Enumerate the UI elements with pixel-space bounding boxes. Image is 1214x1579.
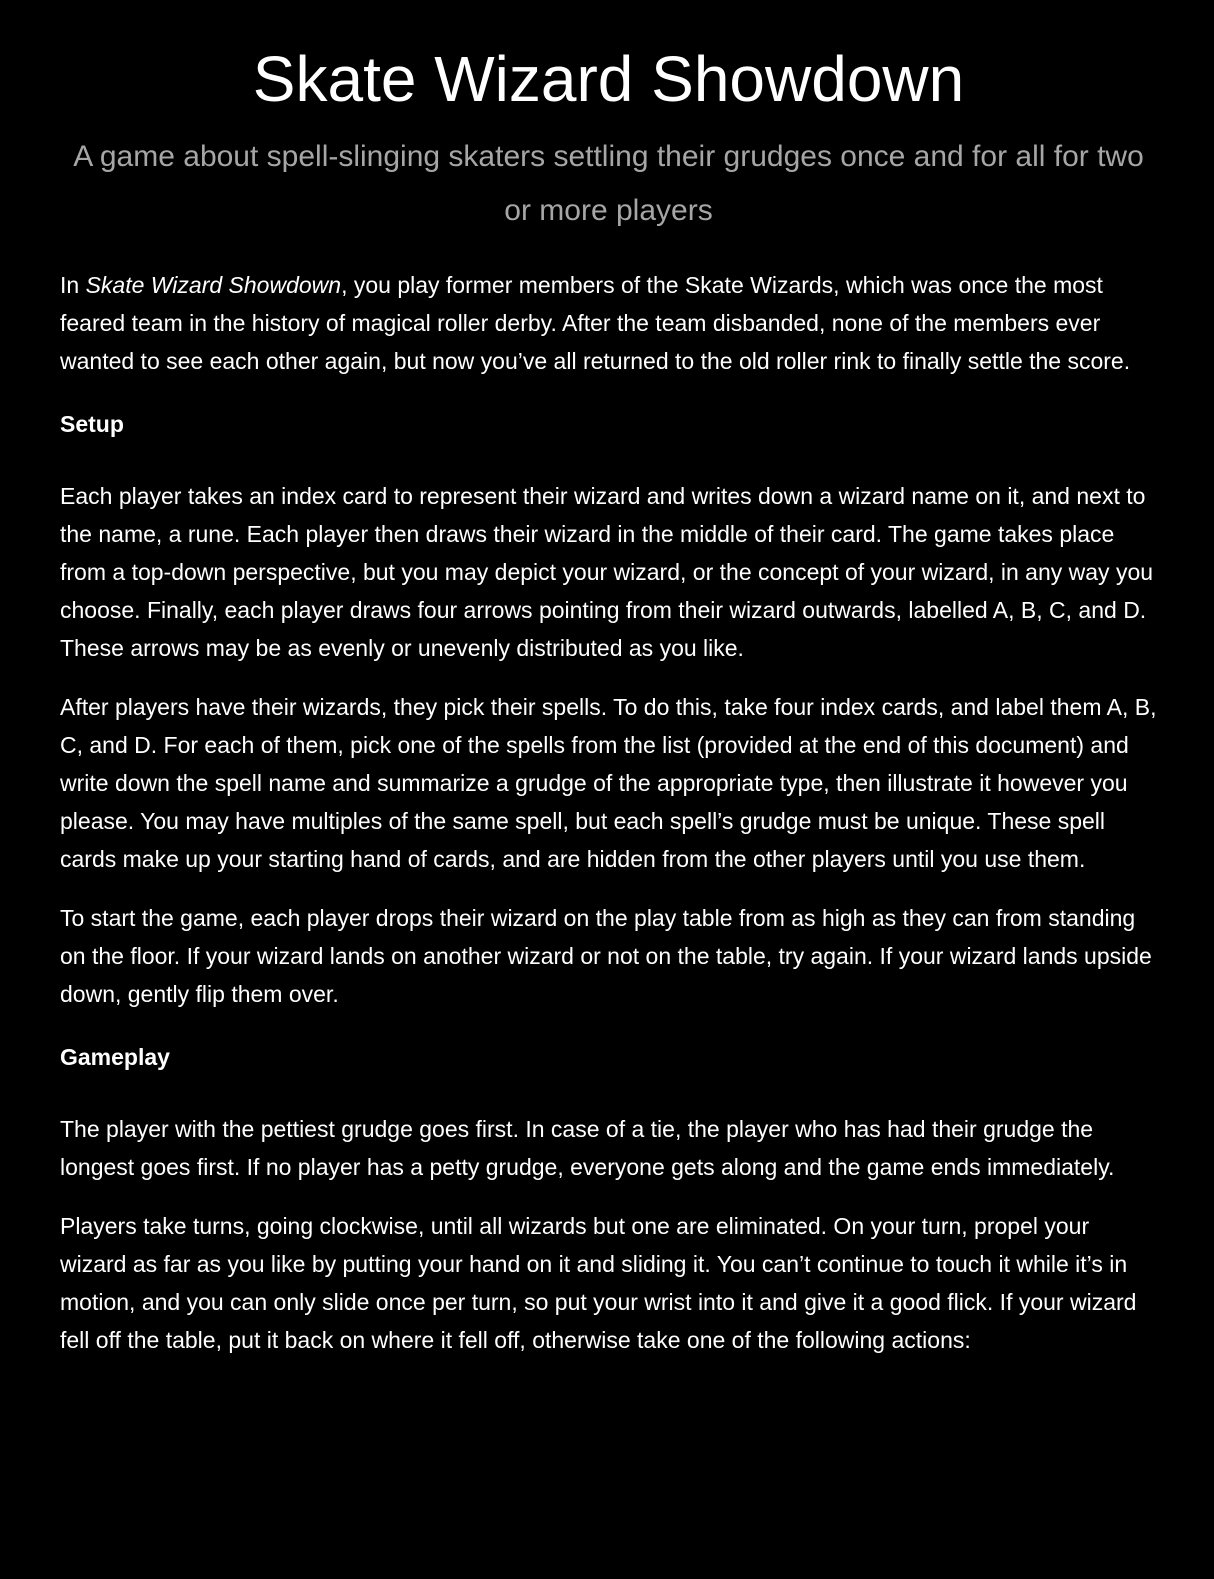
intro-text-pre: In: [60, 272, 86, 298]
gameplay-heading: Gameplay: [60, 1044, 170, 1070]
document-body: [60, 266, 1160, 1359]
setup-paragraph-1: Each player takes an index card to represent their wizard and writes down a wizard name on it, and next to the name, a rune. Each player then draws their wizard in the middle of their card. The game takes place from a top-down perspective, but you may depict your wizard, or the concept of your wizard, in any way you choose. Finally, each player draws four arrows pointing from their wizard outwards, labelled A, B, C, and D. These arrows may be as evenly or unevenly distributed as you like.: [60, 483, 1154, 661]
gameplay-paragraph-2: Players take turns, going clockwise, until all wizards but one are eliminated. On your turn, propel your wizard as far as you like by putting your hand on it and sliding it. You can’t continue to touch it while it’s in motion, and you can only slide once per turn, so put your wrist into it and give it a good flick. If your wizard fell off the table, put it back on where it fell off, otherwise take one of the following actions:: [60, 1213, 1137, 1353]
gameplay-paragraph-1: The player with the pettiest grudge goes first. In case of a tie, the player who has had their grudge the longest goes first. If no player has a petty grudge, everyone gets along and the game ends immediately.: [60, 1116, 1115, 1180]
setup-heading: Setup: [60, 411, 124, 437]
page-subtitle: A game about spell-slinging skaters settling their grudges once and for all for two or more players: [73, 140, 1144, 227]
game-name-italic: Skate Wizard Showdown: [85, 272, 342, 298]
setup-paragraph-3: To start the game, each player drops their wizard on the play table from as high as they can from standing on the floor. If your wizard lands on another wizard or not on the table, try again. If your wizard lands upside down, gently flip them over.: [60, 905, 1152, 1007]
setup-paragraph-2: After players have their wizards, they pick their spells. To do this, take four index cards, and label them A, B, C, and D. For each of them, pick one of the spells from the list (provided at the end of this document) and write down the spell name and summarize a grudge of the appropriate type, then illustrate it however you please. You may have multiples of the same spell, but each spell’s grudge must be unique. These spell cards make up your starting hand of cards, and are hidden from the other players until you use them.: [60, 694, 1157, 872]
intro-paragraph: [60, 266, 1160, 380]
intro-text-post: , you play former members of the Skate Wizards, which was once the most feared team in the history of magical roller derby. After the team disbanded, none of the members ever wanted to see each other again, but now you’ve all returned to the old roller rink to finally settle the score.: [60, 272, 1131, 374]
page-title: Skate Wizard Showdown: [252, 43, 965, 115]
